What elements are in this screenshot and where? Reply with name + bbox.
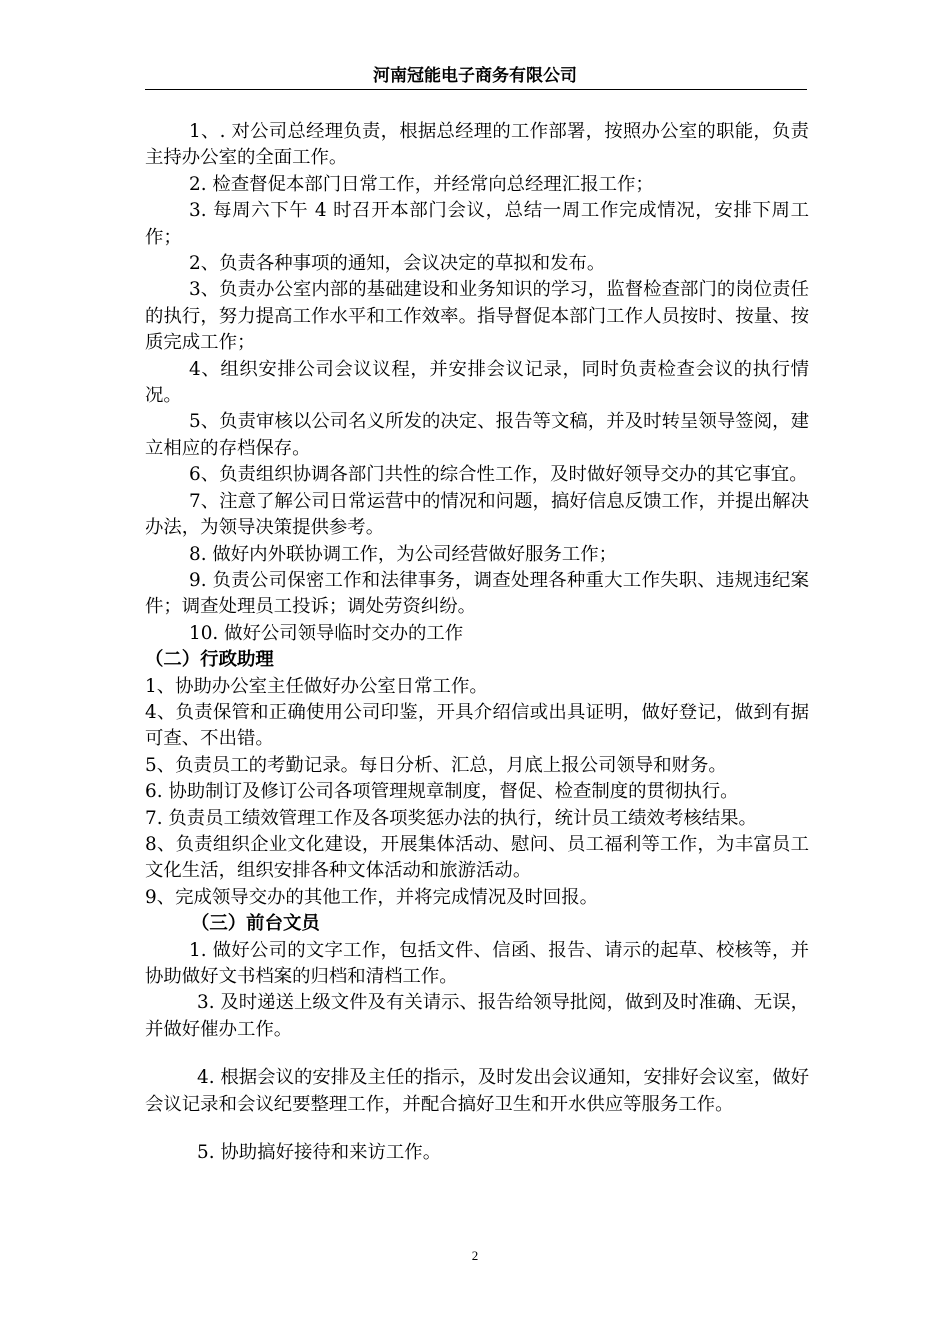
paragraph-1-5: 3、负责办公室内部的基础建设和业务知识的学习，监督检查部门的岗位责任的执行，努力提高工作水平和工作效率。指导督促本部门工作人员按时、按量、按质完成工作； bbox=[145, 279, 809, 354]
section-two-title: （二）行政助理 bbox=[145, 649, 274, 671]
paragraph-2-5: 7. 负责员工绩效管理工作及各项奖惩办法的执行，统计员工绩效考核结果。 bbox=[145, 807, 757, 829]
paragraph-1-2: 2. 检查督促本部门日常工作，并经常向总经理汇报工作； bbox=[189, 173, 654, 195]
header-divider bbox=[145, 89, 807, 90]
paragraph-2-1: 1、协助办公室主任做好办公室日常工作。 bbox=[145, 675, 488, 697]
paragraph-2-7: 9、完成领导交办的其他工作，并将完成情况及时回报。 bbox=[145, 886, 599, 908]
paragraph-1-11: 9. 负责公司保密工作和法律事务，调查处理各种重大工作失职、违规违纪案件；调查处理员工投诉；调处劳资纠纷。 bbox=[145, 569, 809, 618]
paragraph-3-4: 5. 协助搞好接待和来访工作。 bbox=[197, 1142, 442, 1164]
paragraph-1-6: 4、组织安排公司会议议程，并安排会议记录，同时负责检查会议的执行情况。 bbox=[145, 358, 809, 407]
page-header-company: 河南冠能电子商务有限公司 bbox=[373, 66, 577, 86]
paragraph-1-7: 5、负责审核以公司名义所发的决定、报告等文稿，并及时转呈领导签阅，建立相应的存档保存。 bbox=[145, 411, 809, 459]
paragraph-2-2: 4、负责保管和正确使用公司印鉴，开具介绍信或出具证明，做好登记，做到有据可查、不出错。 bbox=[145, 701, 809, 750]
paragraph-1-4: 2、负责各种事项的通知，会议决定的草拟和发布。 bbox=[189, 253, 606, 275]
section-two bbox=[145, 647, 809, 911]
document-body bbox=[145, 119, 809, 1166]
section-three-title: （三）前台文员 bbox=[191, 913, 320, 935]
paragraph-2-4: 6. 协助制订及修订公司各项管理规章制度，督促、检查制度的贯彻执行。 bbox=[145, 781, 739, 803]
paragraph-1-10: 8. 做好内外联协调工作，为公司经营做好服务工作； bbox=[189, 543, 617, 565]
paragraph-1-3: 3. 每周六下午 4 时召开本部门会议，总结一周工作完成情况，安排下周工作； bbox=[145, 200, 809, 248]
section-one bbox=[145, 119, 809, 647]
paragraph-spacer bbox=[145, 1118, 809, 1140]
paragraph-3-3: 4. 根据会议的安排及主任的指示，及时发出会议通知，安排好会议室，做好会议记录和会议纪要整理工作，并配合搞好卫生和开水供应等服务工作。 bbox=[145, 1067, 809, 1115]
paragraph-spacer bbox=[145, 1043, 809, 1065]
paragraph-3-1: 1. 做好公司的文字工作，包括文件、信函、报告、请示的起草、校核等，并协助做好文书档案的归档和清档工作。 bbox=[145, 939, 809, 987]
paragraph-1-1: 1、. 对公司总经理负责，根据总经理的工作部署，按照办公室的职能，负责主持办公室的全面工作。 bbox=[145, 121, 809, 169]
paragraph-1-9: 7、注意了解公司日常运营中的情况和问题，搞好信息反馈工作，并提出解决办法，为领导决策提供参考。 bbox=[145, 490, 809, 539]
section-three bbox=[145, 911, 809, 1166]
paragraph-3-2: 3. 及时递送上级文件及有关请示、报告给领导批阅，做到及时准确、无误，并做好催办工作。 bbox=[145, 992, 809, 1040]
page-number: 2 bbox=[471, 1248, 479, 1263]
paragraph-2-3: 5、负责员工的考勤记录。每日分析、汇总，月底上报公司领导和财务。 bbox=[145, 754, 727, 776]
paragraph-1-8: 6、负责组织协调各部门共性的综合性工作，及时做好领导交办的其它事宜。 bbox=[189, 464, 808, 486]
paragraph-2-6: 8、负责组织企业文化建设，开展集体活动、慰问、员工福利等工作，为丰富员工文化生活，组织安排各种文体活动和旅游活动。 bbox=[145, 833, 809, 882]
paragraph-1-12: 10. 做好公司领导临时交办的工作 bbox=[189, 622, 464, 644]
